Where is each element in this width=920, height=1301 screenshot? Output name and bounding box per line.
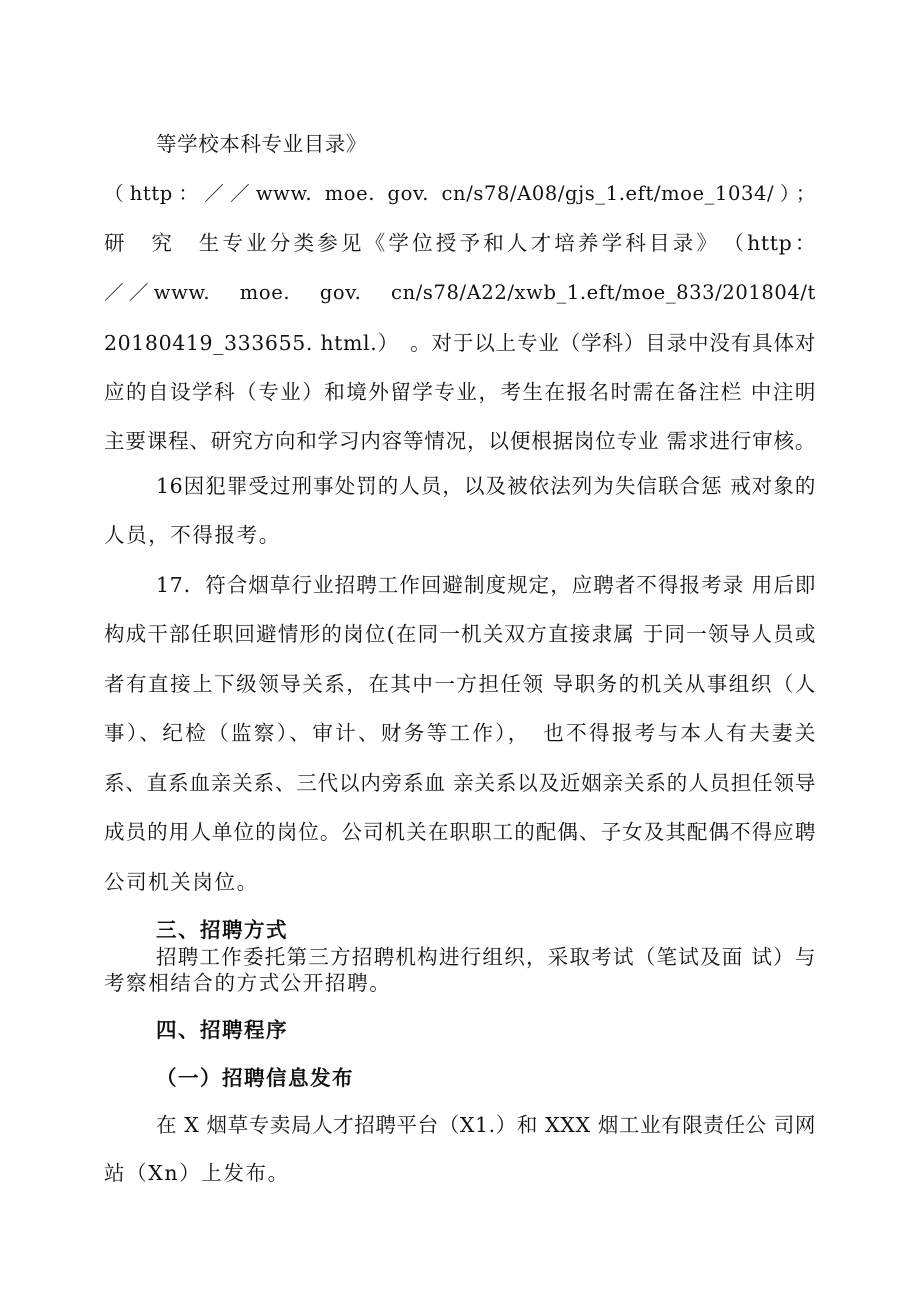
text-line-23: 站（Xn）上发布。 — [104, 1161, 290, 1185]
text-line-18: 招聘工作委托第三方招聘机构进行组织，采取考试（笔试及面 试）与 — [156, 945, 816, 969]
text-line-22: 在 X 烟草专卖局人才招聘平台（X1.）和 XXX 烟工业有限责任公 司网 — [156, 1113, 816, 1137]
section-heading-recruitment-procedure: 四、招聘程序 — [156, 1018, 288, 1042]
text-line-13: 事）、纪检（监察）、审计、财务等工作）， 也不得报考与本人有夫妻关 — [104, 721, 816, 745]
text-line-7: 主要课程、研究方向和学习内容等情况，以便根据岗位专业 需求进行审核。 — [104, 429, 816, 453]
text-line-12: 者有直接上下级领导关系，在其中一方担任领 导职务的机关从事组织（人 — [104, 672, 816, 696]
text-line-4: ／／www. moe. gov. cn/s78/A22/xwb_1.eft/moe_833/201804/t — [104, 281, 816, 304]
text-line-9: 人员，不得报考。 — [104, 523, 281, 547]
text-line-5: 20180419_333655. html.） 。对于以上专业（学科）目录中没有具体对 — [104, 331, 816, 355]
text-line-10: 17．符合烟草行业招聘工作回避制度规定，应聘者不得报考录 用后即 — [156, 573, 816, 597]
text-line-1: 等学校本科专业目录》 — [156, 132, 367, 156]
text-line-6: 应的自设学科（专业）和境外留学专业，考生在报名时需在备注栏 中注明 — [104, 380, 816, 404]
section-heading-recruitment-method: 三、招聘方式 — [156, 918, 288, 942]
text-line-16: 公司机关岗位。 — [104, 870, 259, 894]
text-line-2: （http：／／www. moe. gov. cn/s78/A08/gjs_1.eft/moe_1034/）； — [104, 182, 816, 205]
text-line-14: 系、直系血亲关系、三代以内旁系血 亲关系以及近姻亲关系的人员担任领导 — [104, 771, 816, 795]
text-line-3: 研 究 生专业分类参见《学位授予和人才培养学科目录》 （http： — [104, 231, 816, 255]
text-line-19: 考察相结合的方式公开招聘。 — [104, 971, 392, 995]
text-line-8: 16因犯罪受过刑事处罚的人员，以及被依法列为失信联合惩 戒对象的 — [156, 474, 816, 498]
text-line-11: 构成干部任职回避情形的岗位(在同一机关双方直接隶属 于同一领导人员或 — [104, 622, 816, 646]
subsection-heading-info-release: （一）招聘信息发布 — [156, 1066, 354, 1090]
text-line-15: 成员的用人单位的岗位。公司机关在职职工的配偶、子女及其配偶不得应聘 — [104, 820, 816, 844]
